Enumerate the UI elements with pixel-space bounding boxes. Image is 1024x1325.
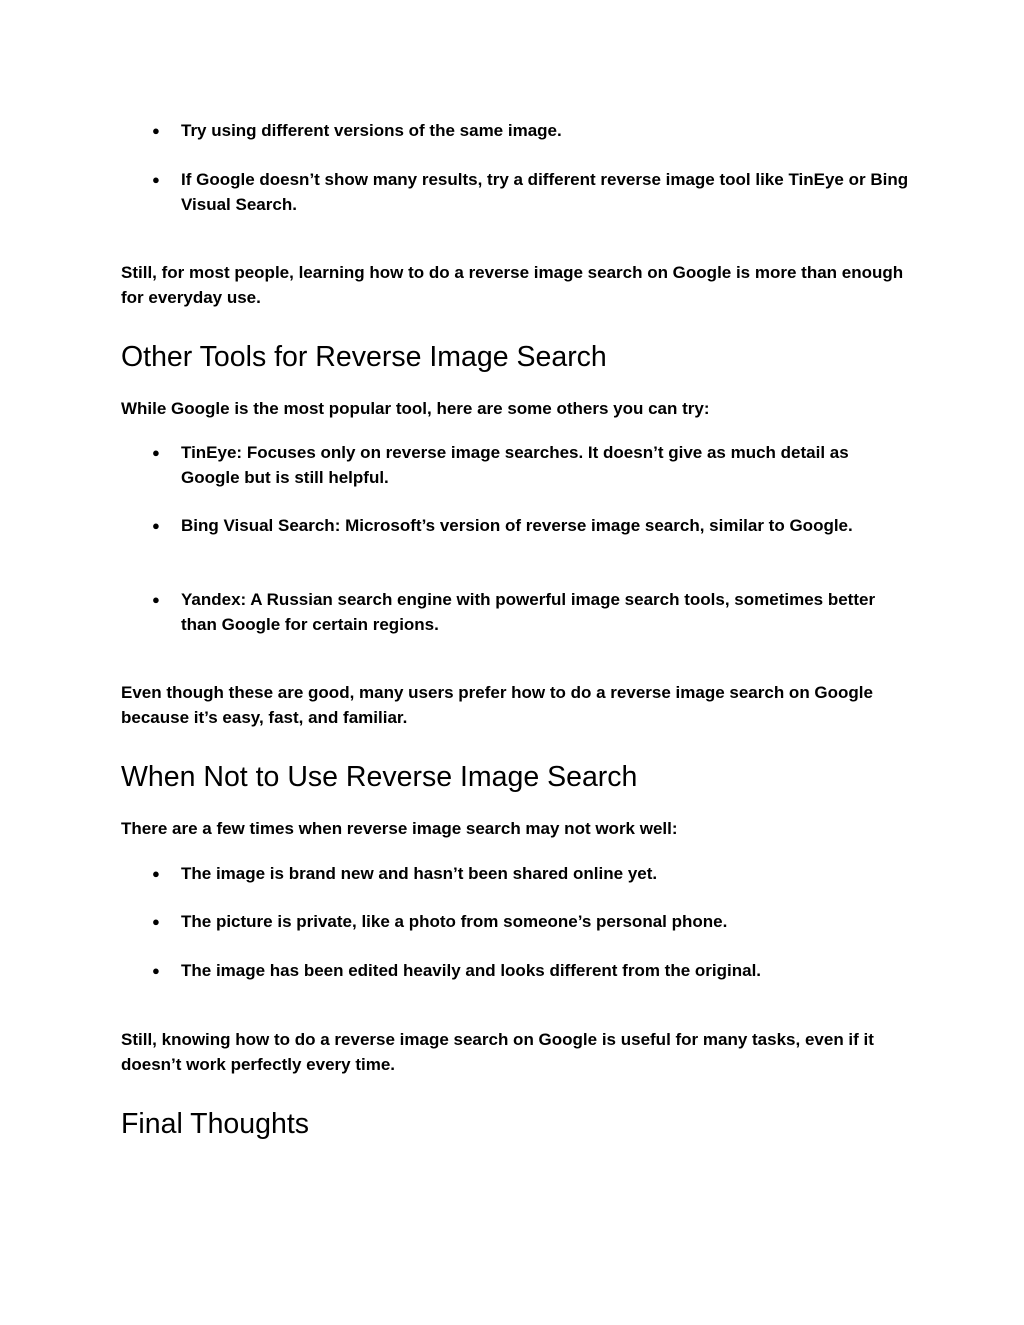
bullet-item (121, 514, 911, 539)
bullet-text: TinEye: Focuses only on reverse image searches. It doesn’t give as much detail as Google but is still helpful. (181, 443, 849, 487)
bullet-text: The picture is private, like a photo from someone’s personal phone. (181, 912, 728, 931)
bullet-icon: ● (152, 123, 160, 138)
bullet-icon: ● (152, 914, 160, 929)
bullet-item (121, 862, 911, 887)
bullet-item (121, 168, 911, 217)
bullet-item (121, 441, 911, 490)
section-heading: Final Thoughts (121, 1108, 310, 1140)
paragraph: Still, for most people, learning how to do a reverse image search on Google is more than enough for everyday use. (121, 263, 904, 307)
paragraph: Still, knowing how to do a reverse image search on Google is useful for many tasks, even if it doesn’t work perfectly every time. (121, 1030, 874, 1074)
bullet-text: The image is brand new and hasn’t been shared online yet. (181, 864, 658, 883)
bullet-icon: ● (152, 592, 160, 607)
bullet-item (121, 910, 911, 935)
bullet-icon: ● (152, 963, 160, 978)
bullet-text: Yandex: A Russian search engine with powerful image search tools, sometimes better than Google for certain regions. (181, 590, 876, 634)
bullet-text: Try using different versions of the same image. (181, 121, 562, 140)
bullet-text: Bing Visual Search: Microsoft’s version of reverse image search, similar to Google. (181, 516, 853, 535)
bullet-icon: ● (152, 518, 160, 533)
paragraph: While Google is the most popular tool, here are some others you can try: (121, 399, 710, 418)
bullet-item (121, 119, 911, 144)
paragraph: Even though these are good, many users prefer how to do a reverse image search on Google because it’s easy, fast, and familiar. (121, 683, 873, 727)
bullet-item (121, 588, 911, 637)
bullet-icon: ● (152, 445, 160, 460)
bullet-icon: ● (152, 866, 160, 881)
bullet-item (121, 959, 911, 984)
bullet-text: The image has been edited heavily and looks different from the original. (181, 961, 762, 980)
section-heading: When Not to Use Reverse Image Search (121, 761, 638, 793)
section-heading: Other Tools for Reverse Image Search (121, 341, 607, 373)
bullet-text: If Google doesn’t show many results, try a different reverse image tool like TinEye or Bing Visual Search. (181, 170, 909, 214)
bullet-icon: ● (152, 172, 160, 187)
paragraph: There are a few times when reverse image search may not work well: (121, 819, 678, 838)
